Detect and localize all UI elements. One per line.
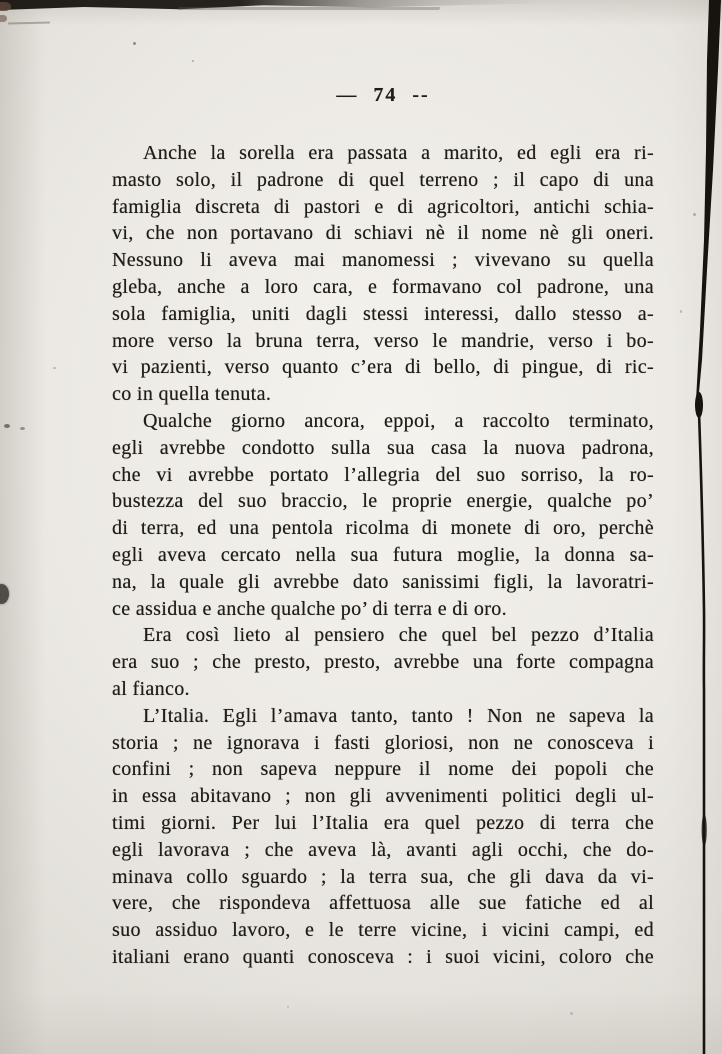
text-line: egli lavorava ; che aveva là, avanti agli occhi, che do- <box>112 838 654 861</box>
paragraph <box>112 140 654 408</box>
text-line: al fianco. <box>112 677 190 700</box>
paper-speck <box>20 427 25 430</box>
text-line: co in quella tenuta. <box>112 383 272 406</box>
text-line: famiglia discreta di pastori e di agricoltori, antichi schia- <box>112 195 654 218</box>
text-line: Anche la sorella era passata a marito, ed egli era ri- <box>143 142 654 164</box>
scan-corner-mark <box>0 2 11 11</box>
text-block <box>112 140 654 971</box>
text-line: in essa abitavano ; non gli avvenimenti politici degli ul- <box>112 785 654 808</box>
text-line: era suo ; che presto, presto, avrebbe una forte compagna <box>112 651 654 674</box>
paper-speck <box>693 213 696 216</box>
paper-speck <box>4 424 10 428</box>
page-number: — 74 -- <box>336 84 430 106</box>
text-line: italiani erano quanti conosceva : i suoi vicini, coloro che <box>112 945 654 968</box>
text-line: egli aveva cercato nella sua futura moglie, la donna sa- <box>112 543 654 566</box>
paper-speck <box>53 367 56 369</box>
pencil-mark <box>8 22 50 25</box>
text-line: sola famiglia, uniti dagli stessi interessi, dallo stesso a- <box>112 302 654 325</box>
text-line: che vi avrebbe portato l’allegria del suo sorriso, la ro- <box>112 463 654 486</box>
text-line: vere, che rispondeva affettuosa alle sue fatiche ed al <box>112 892 654 915</box>
text-line: Qualche giorno ancora, eppoi, a raccolto terminato, <box>143 409 654 432</box>
scan-corner-mark <box>0 15 7 22</box>
text-line: timi giorni. Per lui l’Italia era quel pezzo di terra che <box>112 811 654 834</box>
text-line: more verso la bruna terra, verso le mandrie, verso i bo- <box>112 329 654 352</box>
text-line: confini ; non sapeva neppure il nome dei popoli che <box>112 758 654 781</box>
scan-page-edge-line-right <box>692 0 722 1054</box>
text-line: minava collo sguardo ; la terra sua, che gli dava da vi- <box>112 865 654 888</box>
paragraph <box>112 622 654 702</box>
paper-speck <box>133 42 136 45</box>
text-line: Era così lieto al pensiero che quel bel pezzo d’Italia <box>143 624 654 647</box>
text-line: egli avrebbe condotto sulla sua casa la nuova padrona, <box>112 436 654 459</box>
text-line: Nessuno li aveva mai manomessi ; vivevano su quella <box>112 249 654 272</box>
ink-blot-left-edge <box>0 584 9 604</box>
paragraph <box>112 703 654 971</box>
text-line: L’Italia. Egli l’amava tanto, tanto ! Non ne sapeva la <box>143 704 654 727</box>
text-line: na, la quale gli avrebbe dato sanissimi figli, la lavoratri- <box>112 570 654 593</box>
text-line: bustezza del suo braccio, le proprie energie, qualche po’ <box>112 490 654 513</box>
text-line: vi pazienti, verso quanto c’era di bello, di pingue, di ric- <box>112 356 654 379</box>
paper-speck <box>287 1006 289 1008</box>
text-line: di terra, ed una pentola ricolma di monete di oro, perchè <box>112 517 654 540</box>
paper-speck <box>680 310 682 313</box>
text-line: storia ; ne ignorava i fasti gloriosi, non ne conosceva i <box>112 731 654 754</box>
scan-edge-smudge-streak <box>177 7 440 10</box>
text-line: ce assidua e anche qualche po’ di terra e di oro. <box>112 597 507 620</box>
paragraph <box>112 408 654 622</box>
text-line: suo assiduo lavoro, e le terre vicine, i vicini campi, ed <box>112 919 654 942</box>
text-line: vi, che non portavano di schiavi nè il nome nè gli oneri. <box>112 222 654 245</box>
paper-speck <box>570 1012 573 1015</box>
text-line: gleba, anche a loro cara, e formavano col padrone, una <box>112 275 654 298</box>
paper-speck <box>192 60 194 62</box>
text-line: masto solo, il padrone di quel terreno ; il capo di una <box>112 168 654 191</box>
